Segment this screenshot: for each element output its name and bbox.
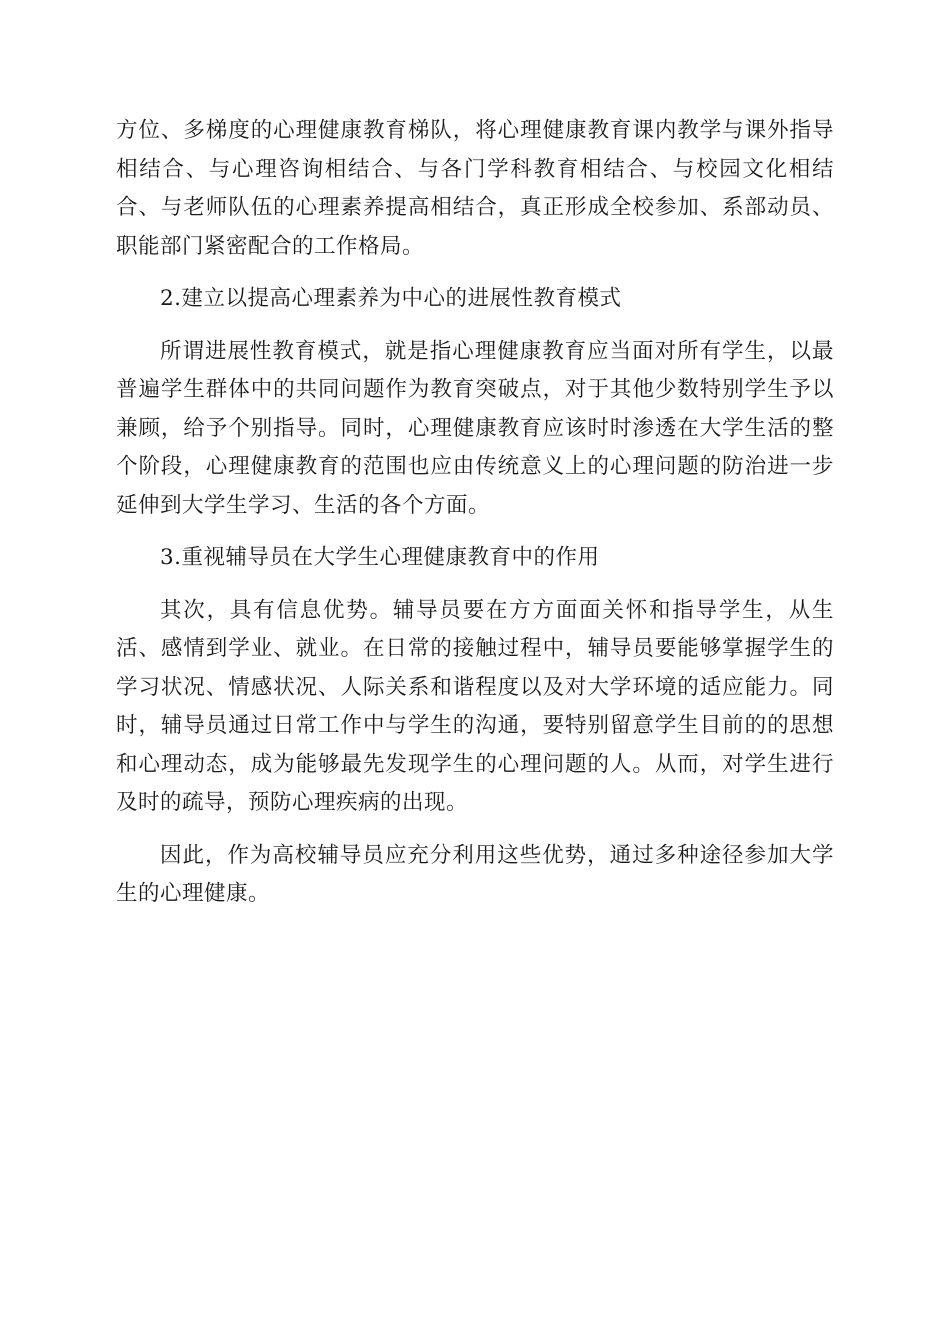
paragraph-continuation: 方位、多梯度的心理健康教育梯队，将心理健康教育课内教学与课外指导相结合、与心理咨询相结合、与各门学科教育相结合、与校园文化相结合、与老师队伍的心理素养提高相结合，真正形成全校参加、系部动员、职能部门紧密配合的工作格局。 [116, 118, 834, 259]
paragraph-counselor-advantage: 其次，具有信息优势。辅导员要在方方面面关怀和指导学生，从生活、感情到学业、就业。在日常的接触过程中，辅导员要能够掌握学生的学习状况、情感状况、人际关系和谐程度以及对大学环境的适应能力。同时，辅导员通过日常工作中与学生的沟通，要特别留意学生目前的的思想和心理动态，成为能够最先发现学生的心理问题的人。从而，对学生进行及时的疏导，预防心理疾病的出现。 [116, 597, 834, 815]
paragraph-development-model: 所谓进展性教育模式，就是指心理健康教育应当面对所有学生，以最普遍学生群体中的共同问题作为教育突破点，对于其他少数特别学生予以兼顾，给予个别指导。同时，心理健康教育应该时时渗透在大学生活的整个阶段，心理健康教育的范围也应由传统意义上的心理问题的防治进一步延伸到大学生学习、生活的各个方面。 [116, 338, 834, 518]
section-heading-2: 2.建立以提高心理素养为中心的进展性教育模式 [160, 286, 622, 311]
document-body [116, 112, 834, 928]
paragraph-conclusion: 因此，作为高校辅导员应充分利用这些优势，通过多种途径参加大学生的心理健康。 [116, 842, 834, 906]
section-heading-3: 3.重视辅导员在大学生心理健康教育中的作用 [160, 545, 600, 570]
